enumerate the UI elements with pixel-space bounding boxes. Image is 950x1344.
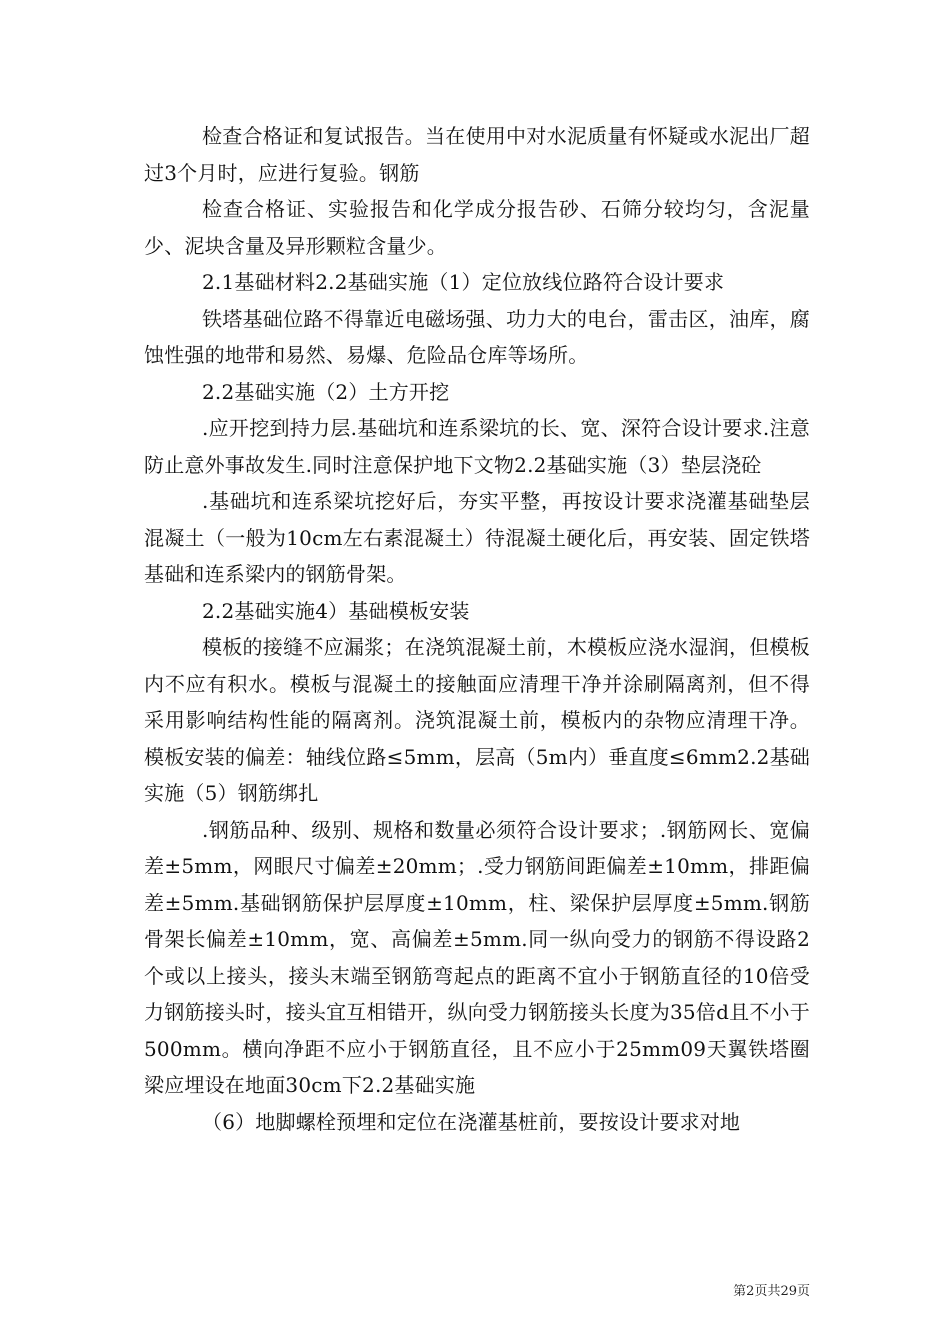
page-number-footer: 第2页共29页 [733, 1284, 810, 1299]
paragraph-cement-inspection: 检查合格证和复试报告。当在使用中对水泥质量有怀疑或水泥出厂超过3个月时，应进行复验。钢筋 [144, 124, 810, 185]
paragraph-cushion-concrete: .基础坑和连系梁坑挖好后，夯实平整，再按设计要求浇灌基础垫层混凝土（一般为10cm左右素混凝土）待混凝土硬化后，再安装、固定铁塔基础和连系梁内的钢筋骨架。 [144, 489, 810, 586]
paragraph-formwork-requirements: 模板的接缝不应漏浆；在浇筑混凝土前，木模板应浇水湿润，但模板内不应有积水。模板与混凝土的接触面应清理干净并涂刷隔离剂，但不得采用影响结构性能的隔离剂。浇筑混凝土前，模板内的杂物应清理干净。模板安装的偏差：轴线位路≤5mm，层高（5m内）垂直度≤6mm2.2基础实施（5）钢筋绑扎 [144, 635, 810, 805]
document-body [144, 118, 810, 1140]
paragraph-heading-excavation: 2.2基础实施（2）土方开挖 [202, 379, 450, 404]
paragraph-steel-inspection: 检查合格证、实验报告和化学成分报告砂、石筛分较均匀，含泥量少、泥块含量及异形颗粒含量少。 [144, 197, 810, 258]
paragraph-rebar-requirements: .钢筋品种、级别、规格和数量必须符合设计要求；.钢筋网长、宽偏差±5mm，网眼尺寸偏差±20mm；.受力钢筋间距偏差±10mm，排距偏差±5mm.基础钢筋保护层厚度±10mm，柱、梁保护层厚度±5mm.钢筋骨架长偏差±10mm，宽、高偏差±5mm.同一纵向受力的钢筋不得设路2个或以上接头，接头末端至钢筋弯起点的距离不宜小于钢筋直径的10倍受力钢筋接头时，接头宜互相错开，纵向受力钢筋接头长度为35倍d且不小于500mm。横向净距不应小于钢筋直径，且不应小于25mm09天翼铁塔圈梁应埋设在地面30cm下2.2基础实施 [144, 817, 810, 1097]
paragraph-heading-formwork: 2.2基础实施4）基础模板安装 [202, 598, 470, 623]
paragraph-heading-positioning: 2.1基础材料2.2基础实施（1）定位放线位路符合设计要求 [202, 270, 725, 294]
paragraph-site-restrictions: 铁塔基础位路不得靠近电磁场强、功力大的电台，雷击区，油库，腐蚀性强的地带和易然、易爆、危险品仓库等场所。 [144, 306, 810, 367]
paragraph-anchor-bolts: （6）地脚螺栓预埋和定位在浇灌基桩前，要按设计要求对地 [202, 1109, 741, 1134]
paragraph-excavation-requirements: .应开挖到持力层.基础坑和连系梁坑的长、宽、深符合设计要求.注意防止意外事故发生.同时注意保护地下文物2.2基础实施（3）垫层浇砼 [144, 416, 810, 477]
